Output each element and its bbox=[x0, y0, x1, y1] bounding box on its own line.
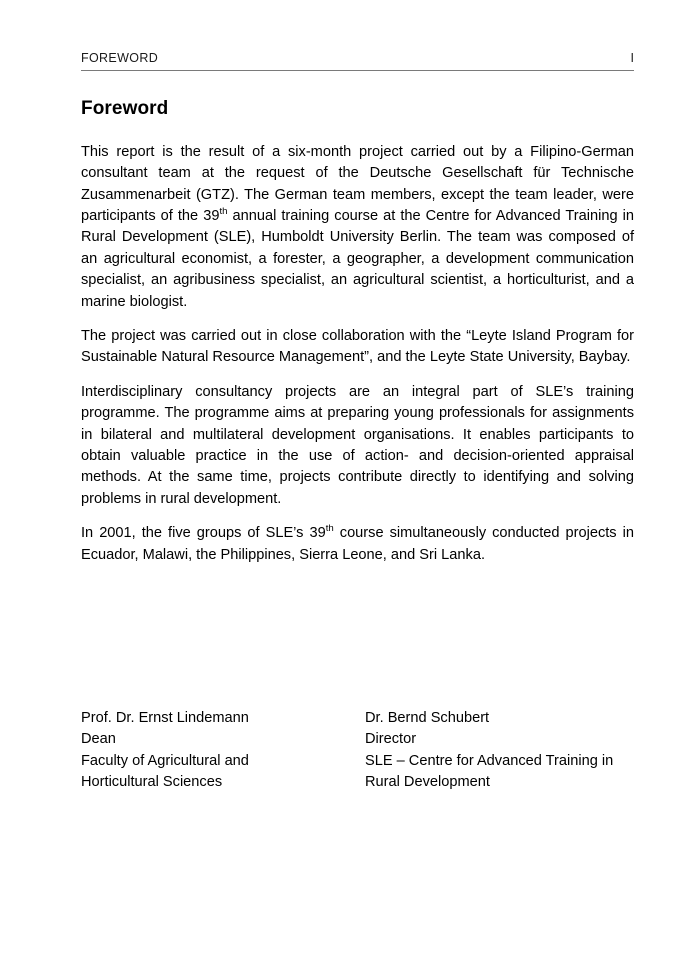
page-number: I bbox=[630, 51, 634, 65]
paragraph-4-text-b: course simultaneously conducted projects in Ecuador, Malawi, the Philippines, Sierra Leone, and Sri Lanka. bbox=[81, 525, 634, 563]
paragraph-1 bbox=[81, 142, 634, 313]
signatory-right-name: Dr. Bernd Schubert bbox=[365, 710, 490, 726]
document-body bbox=[81, 98, 634, 566]
signatory-right-org-line-1: SLE – Centre for Advanced Training in bbox=[365, 752, 614, 769]
ordinal-suffix-superscript: th bbox=[219, 206, 228, 218]
signatory-left-name: Prof. Dr. Ernst Lindemann bbox=[81, 710, 249, 726]
signatory-left-org-line-2: Horticultural Sciences bbox=[81, 774, 223, 791]
paragraph-3: Interdisciplinary consultancy projects are an integral part of SLE’s training programme. The programme aims at preparing young professionals for assignments in bilateral and multilateral development organisations. It enables participants to obtain valuable practice in the use of action- and decision-oriented appraisal methods. At the same time, projects contribute directly to identifying and solving problems in rural development. bbox=[81, 383, 634, 507]
paragraph-1-text-a: This report is the result of a six-month project carried out by a Filipino-German consultant team at the request of the Deutsche Gesellschaft für Technische Zusammenarbeit (GTZ). The German team members, except the team leader, were participants of the 39 bbox=[81, 143, 634, 225]
ordinal-suffix-superscript: th bbox=[325, 523, 334, 535]
signatory-left bbox=[81, 708, 365, 794]
signatory-right-role: Director bbox=[365, 731, 417, 748]
page-title: Foreword bbox=[81, 98, 169, 119]
signature-block bbox=[81, 708, 651, 794]
signatory-left-role: Dean bbox=[81, 731, 116, 748]
paragraph-2: The project was carried out in close collaboration with the “Leyte Island Program for Sustainable Natural Resource Management”, and the Leyte State University, Baybay. bbox=[81, 328, 634, 366]
signatory-right bbox=[365, 708, 651, 794]
signatory-left-org-line-1: Faculty of Agricultural and bbox=[81, 752, 249, 769]
running-header bbox=[81, 52, 634, 71]
paragraph-1-text-b: annual training course at the Centre for Advanced Training in Rural Development (SLE), Humboldt University Berlin. The team was composed of an agricultural economist, a forester, a geographer, a development communication specialist, an agribusiness specialist, an agricultural scientist, a horticulturist, and a marine biologist. bbox=[81, 208, 634, 310]
paragraph-4-text-a: In 2001, the five groups of SLE’s 39 bbox=[81, 525, 326, 542]
running-header-title: FOREWORD bbox=[81, 51, 159, 65]
paragraph-4 bbox=[81, 523, 634, 566]
signatory-right-org-line-2: Rural Development bbox=[365, 774, 490, 791]
